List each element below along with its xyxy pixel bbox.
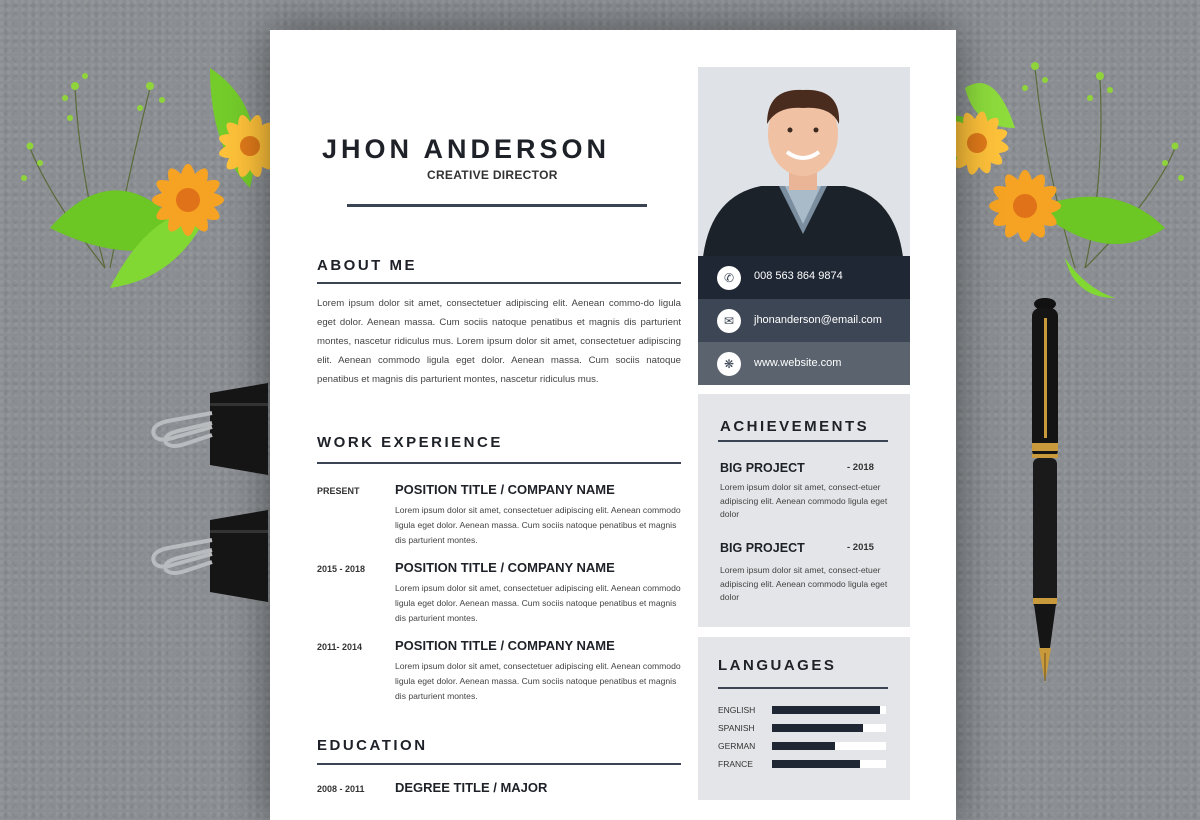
achievement-description: Lorem ipsum dolor sit amet, consect-etuer adipiscing elit. Aenean commodo ligula eget dolor bbox=[720, 482, 888, 519]
title-divider bbox=[347, 204, 647, 207]
about-heading: ABOUT ME bbox=[317, 257, 417, 274]
languages-divider bbox=[718, 687, 888, 689]
resume-name: JHON ANDERSON bbox=[322, 134, 611, 164]
job-title: POSITION TITLE / COMPANY NAME bbox=[395, 482, 615, 497]
job-title: POSITION TITLE / COMPANY NAME bbox=[395, 560, 615, 575]
achievement-description: Lorem ipsum dolor sit amet, consect-etuer adipiscing elit. Aenean commodo ligula eget dolor bbox=[720, 565, 888, 602]
job-description: Lorem ipsum dolor sit amet, consectetuer adipiscing elit. Aenean commodo ligula eget dolor. Aenean massa. Cum sociis natoque penatibus et magnis dis parturient montes. bbox=[395, 505, 681, 545]
language-bar-fill bbox=[772, 724, 863, 732]
globe-icon: ❋ bbox=[717, 352, 741, 376]
job-description: Lorem ipsum dolor sit amet, consectetuer adipiscing elit. Aenean commodo ligula eget dolor. Aenean massa. Cum sociis natoque penatibus et magnis dis parturient montes. bbox=[395, 583, 681, 623]
about-divider bbox=[317, 282, 681, 284]
work-heading: WORK EXPERIENCE bbox=[317, 434, 503, 451]
achievements-heading: ACHIEVEMENTS bbox=[720, 418, 870, 435]
about-text: Lorem ipsum dolor sit amet, consectetuer adipiscing elit. Aenean commo-do ligula eget dolor. Aenean massa. Cum sociis natoque penatibus et magnis dis parturient montes, nascetur ridiculus mus. Lorem ipsum dolor sit amet, consectetuer adipiscing elit. Aenean commodo ligula eget dolor. Aenean massa. Cum sociis natoque penatibus et magnis dis parturient montes, nascetur ridiculus mus. bbox=[317, 298, 681, 385]
work-divider bbox=[317, 462, 681, 464]
job-title: POSITION TITLE / COMPANY NAME bbox=[395, 638, 615, 653]
email-icon: ✉ bbox=[717, 309, 741, 333]
language-name: FRANCE bbox=[718, 759, 753, 769]
job-date: 2015 - 2018 bbox=[317, 564, 366, 574]
language-bar-fill bbox=[772, 760, 860, 768]
language-name: ENGLISH bbox=[718, 705, 756, 715]
achievement-title: BIG PROJECT bbox=[720, 461, 805, 475]
language-bar-fill bbox=[772, 706, 880, 714]
education-date: 2008 - 2011 bbox=[317, 784, 365, 794]
language-bar bbox=[772, 742, 886, 750]
language-name: SPANISH bbox=[718, 723, 755, 733]
achievement-year: - 2018 bbox=[847, 462, 874, 473]
binder-clip-icon bbox=[148, 383, 270, 478]
binder-clip-icon bbox=[148, 510, 270, 605]
education-divider bbox=[317, 763, 681, 765]
language-name: GERMAN bbox=[718, 741, 756, 751]
job-description: Lorem ipsum dolor sit amet, consectetuer adipiscing elit. Aenean commodo ligula eget dolor. Aenean massa. Cum sociis natoque penatibus et magnis dis parturient montes. bbox=[395, 661, 681, 701]
contact-website: www.website.com bbox=[754, 357, 842, 369]
profile-photo bbox=[703, 84, 903, 257]
education-title: DEGREE TITLE / MAJOR bbox=[395, 780, 548, 795]
achievements-divider bbox=[718, 440, 888, 442]
education-heading: EDUCATION bbox=[317, 737, 428, 754]
fountain-pen-icon bbox=[1020, 298, 1070, 688]
phone-icon: ✆ bbox=[717, 266, 741, 290]
language-bar bbox=[772, 706, 886, 714]
languages-heading: LANGUAGES bbox=[718, 657, 837, 674]
resume-role: CREATIVE DIRECTOR bbox=[427, 168, 558, 182]
job-date: 2011- 2014 bbox=[317, 642, 363, 652]
language-bar bbox=[772, 760, 886, 768]
achievement-year: - 2015 bbox=[847, 542, 874, 553]
contact-phone: 008 563 864 9874 bbox=[754, 270, 843, 282]
job-date: PRESENT bbox=[317, 486, 360, 496]
contact-email: jhonanderson@email.com bbox=[754, 314, 882, 326]
language-bar-fill bbox=[772, 742, 835, 750]
achievement-title: BIG PROJECT bbox=[720, 541, 805, 555]
language-bar bbox=[772, 724, 886, 732]
